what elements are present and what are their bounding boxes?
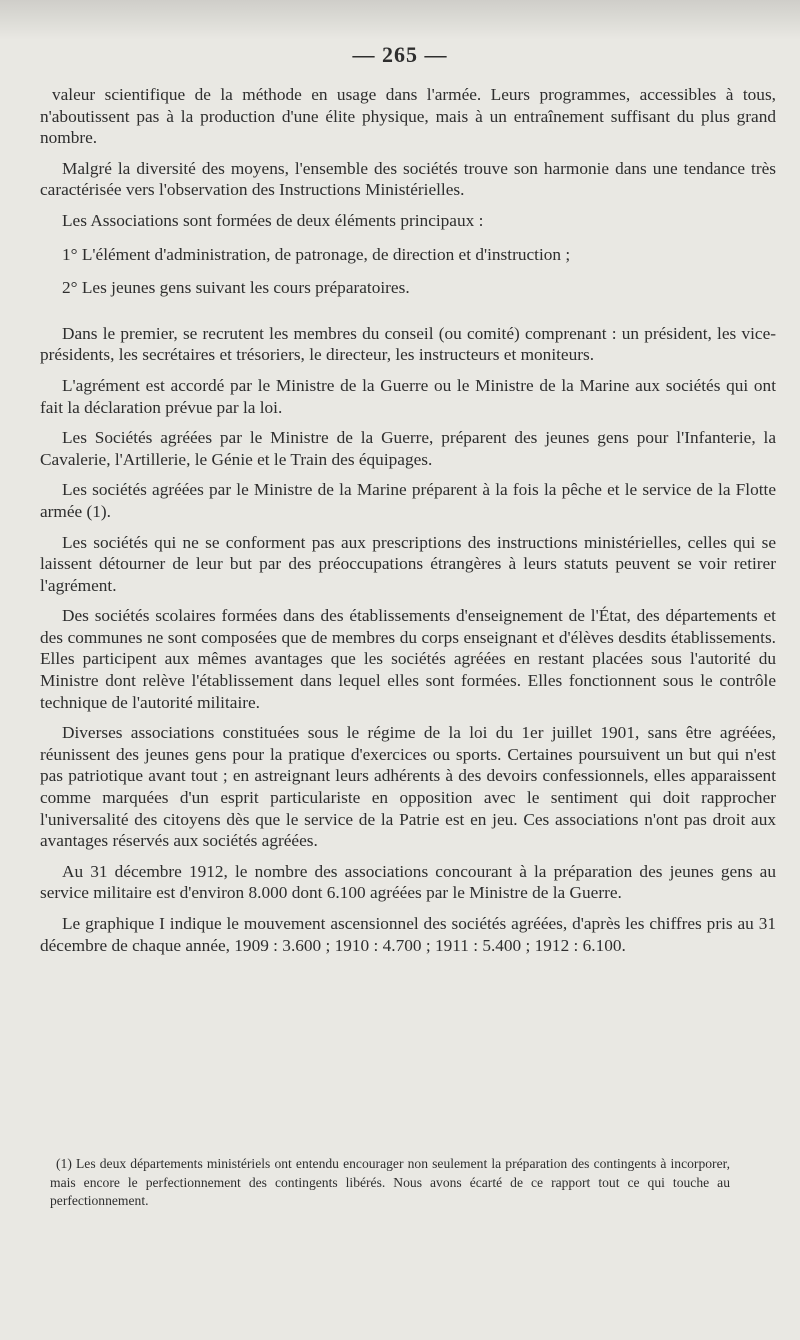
paragraph-methode: valeur scientifique de la méthode en usage dans l'armée. Leurs programmes, accessibles à tous, n'aboutissent pas à la production d'une élite physique, mais à un entraînement suffisant du plus grand nombre. [40, 85, 776, 148]
paragraph-diversite: Malgré la diversité des moyens, l'ensemble des sociétés trouve son harmonie dans une tendance très caractérisée vers l'observation des Instructions Ministérielles. [40, 158, 776, 200]
paragraph-elements-intro: Les Associations sont formées de deux éléments principaux : [62, 210, 484, 230]
footnote: (1) Les deux départements ministériels ont entendu encourager non seulement la préparation des contingents à incorporer, mais encore le perfectionnement des contingents libérés. Nous avons écarté de ce rapport tout ce qui touche au perfectionnement. [50, 1156, 730, 1208]
page-number: — 265 — [352, 42, 448, 67]
list-item-jeunes-gens: 2° Les jeunes gens suivant les cours préparatoires. [62, 278, 410, 298]
body-text [40, 84, 776, 956]
paragraph-guerre: Les Sociétés agréées par le Ministre de la Guerre, préparent des jeunes gens pour l'Infanterie, la Cavalerie, l'Artillerie, le Génie et le Train des équipages. [40, 428, 776, 469]
list-item-administration: 1° L'élément d'administration, de patronage, de direction et d'instruction ; [62, 244, 571, 264]
paragraph-scolaires: Des sociétés scolaires formées dans des établissements d'enseignement de l'État, des départements et des communes ne sont composées que de membres du corps enseignant et d'élèves desdits établissements. Elles participent aux mêmes avantages que les sociétés agréées en restant placées sous l'autorité du Ministre dont relève l'établissement dans lequel elles sont formées. Elles fonctionnent sous le contrôle technique de l'autorité militaire. [40, 606, 776, 712]
paragraph-agrement: L'agrément est accordé par le Ministre de la Guerre ou le Ministre de la Marine aux sociétés qui ont fait la déclaration prévue par la loi. [40, 375, 776, 417]
paragraph-statistiques: Au 31 décembre 1912, le nombre des associations concourant à la préparation des jeunes gens au service militaire est d'environ 8.000 dont 6.100 agréées par le Ministre de la Guerre. [40, 861, 776, 903]
footnotes [50, 1155, 730, 1211]
paragraph-marine: Les sociétés agréées par le Ministre de la Marine préparent à la fois la pêche et le service de la Flotte armée (1). [40, 480, 776, 521]
paragraph-associations-1901: Diverses associations constituées sous le régime de la loi du 1er juillet 1901, sans être agréées, réunissent des jeunes gens pour la pratique d'exercices ou sports. Certaines poursuivent un but qui n'est pas patriotique avant tout ; en astreignant leurs adhérents à des devoirs confessionnels, elles apparaissent comme marquées d'un esprit particulariste en opposition avec le sentiment qui doit rapprocher l'universalité des citoyens dès que le service de la Patrie est en jeu. Ces associations n'ont pas droit aux avantages réservés aux sociétés agréées. [40, 723, 776, 851]
paragraph-retrait: Les sociétés qui ne se conforment pas aux prescriptions des instructions ministérielles, celles qui se laissent détourner de leur but par des préoccupations étrangères à leurs statuts peuvent se voir retirer l'agrément. [40, 532, 776, 595]
paragraph-graphique: Le graphique I indique le mouvement ascensionnel des sociétés agréées, d'après les chiffres pris au 31 décembre de chaque année, 1909 : 3.600 ; 1910 : 4.700 ; 1911 : 5.400 ; 1912 : 6.100. [40, 914, 776, 955]
paragraph-conseil: Dans le premier, se recrutent les membres du conseil (ou comité) comprenant : un président, les vice-présidents, les secrétaires et trésoriers, le directeur, les instructeurs et moniteurs. [40, 323, 776, 365]
